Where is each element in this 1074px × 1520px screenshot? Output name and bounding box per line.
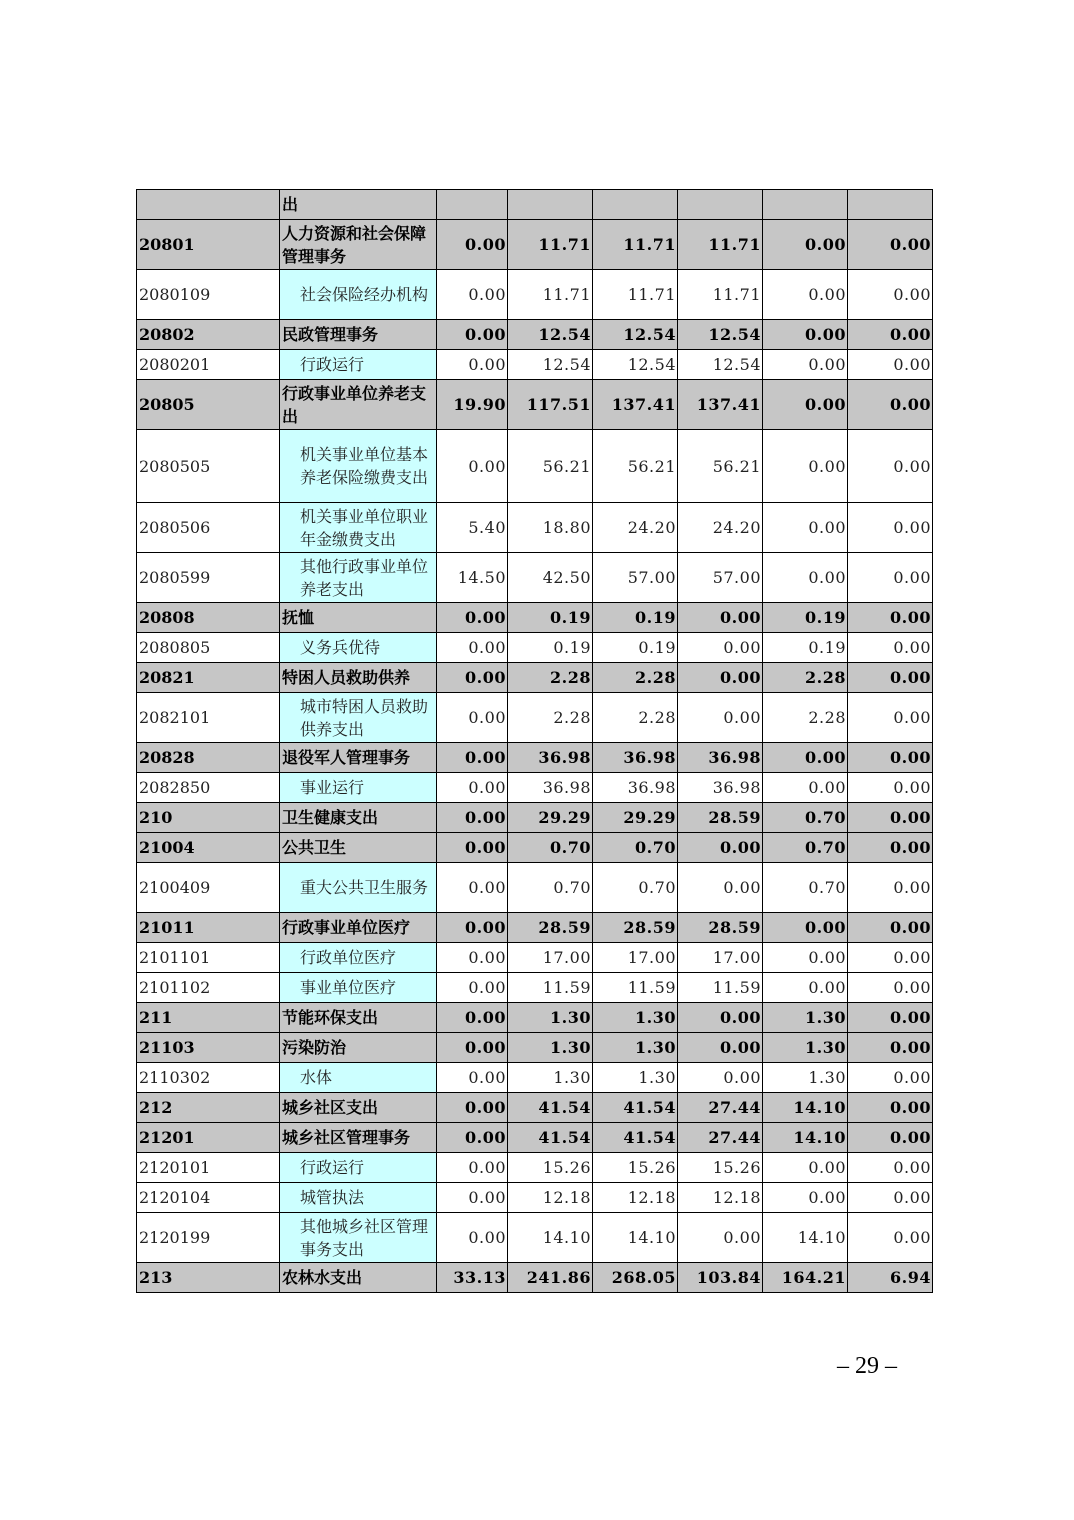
value-cell: 17.00 — [593, 943, 678, 973]
value-cell: 0.00 — [437, 663, 508, 693]
value-cell: 41.54 — [593, 1123, 678, 1153]
value-cell: 0.00 — [848, 270, 933, 320]
value-cell: 268.05 — [593, 1263, 678, 1293]
value-cell: 0.00 — [763, 913, 848, 943]
value-cell: 0.00 — [848, 503, 933, 553]
value-cell: 28.59 — [678, 803, 763, 833]
value-cell: 36.98 — [593, 743, 678, 773]
value-cell: 12.54 — [508, 320, 593, 350]
name-cell: 人力资源和社会保障管理事务 — [280, 220, 437, 270]
category-row — [137, 320, 933, 350]
value-cell: 0.00 — [678, 1063, 763, 1093]
category-row — [137, 1123, 933, 1153]
value-cell: 6.94 — [848, 1263, 933, 1293]
value-cell: 0.00 — [848, 943, 933, 973]
value-cell: 1.30 — [593, 1033, 678, 1063]
value-cell: 0.00 — [848, 863, 933, 913]
value-cell: 0.19 — [508, 603, 593, 633]
value-cell: 0.00 — [848, 603, 933, 633]
continuation-row — [137, 190, 933, 220]
code-cell: 2080506 — [137, 503, 280, 553]
value-cell: 2.28 — [508, 663, 593, 693]
value-cell: 241.86 — [508, 1263, 593, 1293]
value-cell: 11.71 — [593, 220, 678, 270]
value-cell: 28.59 — [593, 913, 678, 943]
continuation-name-cell: 出 — [280, 190, 437, 220]
item-row — [137, 773, 933, 803]
page-number-dash-left: – — [837, 1353, 849, 1379]
value-cell: 0.00 — [763, 773, 848, 803]
value-cell: 0.00 — [848, 320, 933, 350]
item-row — [137, 1213, 933, 1263]
value-cell: 1.30 — [593, 1063, 678, 1093]
value-cell: 12.54 — [593, 350, 678, 380]
name-cell: 污染防治 — [280, 1033, 437, 1063]
value-cell: 0.00 — [848, 553, 933, 603]
name-cell: 节能环保支出 — [280, 1003, 437, 1033]
value-cell: 0.00 — [678, 663, 763, 693]
name-cell: 其他城乡社区管理事务支出 — [280, 1213, 437, 1263]
value-cell: 0.00 — [848, 350, 933, 380]
value-cell: 0.00 — [678, 633, 763, 663]
item-row — [137, 503, 933, 553]
category-row — [137, 833, 933, 863]
value-cell: 0.00 — [848, 430, 933, 503]
value-cell: 0.00 — [763, 943, 848, 973]
name-cell: 城乡社区管理事务 — [280, 1123, 437, 1153]
name-cell: 城管执法 — [280, 1183, 437, 1213]
name-cell: 行政运行 — [280, 350, 437, 380]
code-cell: 2101102 — [137, 973, 280, 1003]
value-cell: 0.00 — [848, 1093, 933, 1123]
code-cell: 2080599 — [137, 553, 280, 603]
code-cell: 213 — [137, 1263, 280, 1293]
value-cell: 0.00 — [848, 633, 933, 663]
item-row — [137, 973, 933, 1003]
value-cell: 0.00 — [437, 1033, 508, 1063]
category-row — [137, 380, 933, 430]
category-row — [137, 1093, 933, 1123]
name-cell: 社会保险经办机构 — [280, 270, 437, 320]
value-cell: 29.29 — [508, 803, 593, 833]
value-cell: 0.00 — [848, 833, 933, 863]
name-cell: 行政运行 — [280, 1153, 437, 1183]
value-cell: 1.30 — [763, 1033, 848, 1063]
value-cell: 1.30 — [508, 1003, 593, 1033]
value-cell: 0.00 — [848, 380, 933, 430]
value-cell: 0.00 — [848, 1213, 933, 1263]
value-cell: 11.59 — [508, 973, 593, 1003]
value-cell: 57.00 — [593, 553, 678, 603]
value-cell: 0.00 — [763, 1183, 848, 1213]
value-cell: 0.70 — [763, 863, 848, 913]
name-cell: 机关事业单位基本养老保险缴费支出 — [280, 430, 437, 503]
code-cell: 2080805 — [137, 633, 280, 663]
item-row — [137, 1063, 933, 1093]
value-cell: 0.70 — [593, 833, 678, 863]
name-cell: 义务兵优待 — [280, 633, 437, 663]
value-cell: 0.00 — [763, 380, 848, 430]
code-cell: 21201 — [137, 1123, 280, 1153]
code-cell: 21103 — [137, 1033, 280, 1063]
value-cell: 12.18 — [593, 1183, 678, 1213]
value-cell: 0.00 — [437, 943, 508, 973]
budget-table — [136, 189, 933, 1293]
code-cell: 2101101 — [137, 943, 280, 973]
value-cell: 0.00 — [437, 270, 508, 320]
empty-cell — [848, 190, 933, 220]
value-cell: 12.54 — [508, 350, 593, 380]
value-cell: 0.00 — [437, 863, 508, 913]
value-cell: 56.21 — [678, 430, 763, 503]
category-row — [137, 1003, 933, 1033]
value-cell: 0.00 — [437, 1183, 508, 1213]
code-cell: 2082850 — [137, 773, 280, 803]
item-row — [137, 1153, 933, 1183]
value-cell: 14.10 — [763, 1093, 848, 1123]
name-cell: 抚恤 — [280, 603, 437, 633]
name-cell: 事业单位医疗 — [280, 973, 437, 1003]
code-cell: 2120104 — [137, 1183, 280, 1213]
code-cell: 210 — [137, 803, 280, 833]
value-cell: 36.98 — [678, 773, 763, 803]
name-cell: 事业运行 — [280, 773, 437, 803]
value-cell: 27.44 — [678, 1093, 763, 1123]
value-cell: 0.00 — [848, 973, 933, 1003]
value-cell: 0.00 — [437, 1123, 508, 1153]
value-cell: 17.00 — [678, 943, 763, 973]
empty-cell — [678, 190, 763, 220]
value-cell: 137.41 — [678, 380, 763, 430]
value-cell: 0.00 — [848, 1153, 933, 1183]
name-cell: 卫生健康支出 — [280, 803, 437, 833]
name-cell: 其他行政事业单位养老支出 — [280, 553, 437, 603]
value-cell: 28.59 — [678, 913, 763, 943]
value-cell: 0.00 — [437, 833, 508, 863]
value-cell: 0.00 — [437, 603, 508, 633]
value-cell: 0.00 — [763, 350, 848, 380]
value-cell: 0.00 — [848, 1123, 933, 1153]
value-cell: 14.50 — [437, 553, 508, 603]
value-cell: 0.19 — [763, 633, 848, 663]
value-cell: 0.00 — [678, 863, 763, 913]
item-row — [137, 1183, 933, 1213]
code-cell: 20808 — [137, 603, 280, 633]
category-row — [137, 1033, 933, 1063]
value-cell: 0.00 — [678, 833, 763, 863]
category-row — [137, 913, 933, 943]
value-cell: 14.10 — [763, 1213, 848, 1263]
value-cell: 28.59 — [508, 913, 593, 943]
value-cell: 117.51 — [508, 380, 593, 430]
name-cell: 城市特困人员救助供养支出 — [280, 693, 437, 743]
value-cell: 42.50 — [508, 553, 593, 603]
value-cell: 0.00 — [437, 1063, 508, 1093]
value-cell: 0.00 — [848, 913, 933, 943]
value-cell: 11.71 — [678, 220, 763, 270]
value-cell: 12.18 — [678, 1183, 763, 1213]
value-cell: 0.00 — [678, 693, 763, 743]
code-cell: 20802 — [137, 320, 280, 350]
value-cell: 57.00 — [678, 553, 763, 603]
value-cell: 36.98 — [593, 773, 678, 803]
value-cell: 0.00 — [763, 1153, 848, 1183]
continuation-code-cell — [137, 190, 280, 220]
value-cell: 41.54 — [508, 1093, 593, 1123]
value-cell: 0.00 — [437, 1093, 508, 1123]
item-row — [137, 270, 933, 320]
item-row — [137, 430, 933, 503]
name-cell: 行政事业单位养老支出 — [280, 380, 437, 430]
value-cell: 0.00 — [437, 320, 508, 350]
category-row — [137, 1263, 933, 1293]
code-cell: 2110302 — [137, 1063, 280, 1093]
code-cell: 2080201 — [137, 350, 280, 380]
value-cell: 0.00 — [437, 913, 508, 943]
value-cell: 41.54 — [593, 1093, 678, 1123]
value-cell: 0.00 — [763, 220, 848, 270]
value-cell: 0.00 — [848, 1033, 933, 1063]
category-row — [137, 663, 933, 693]
value-cell: 11.71 — [593, 270, 678, 320]
value-cell: 0.19 — [593, 633, 678, 663]
value-cell: 2.28 — [763, 663, 848, 693]
value-cell: 0.00 — [848, 743, 933, 773]
value-cell: 11.71 — [508, 220, 593, 270]
value-cell: 0.00 — [437, 773, 508, 803]
value-cell: 15.26 — [508, 1153, 593, 1183]
value-cell: 0.70 — [508, 863, 593, 913]
value-cell: 0.19 — [593, 603, 678, 633]
value-cell: 29.29 — [593, 803, 678, 833]
value-cell: 11.71 — [508, 270, 593, 320]
code-cell: 2120101 — [137, 1153, 280, 1183]
value-cell: 0.00 — [763, 553, 848, 603]
name-cell: 机关事业单位职业年金缴费支出 — [280, 503, 437, 553]
value-cell: 0.00 — [848, 663, 933, 693]
value-cell: 1.30 — [763, 1003, 848, 1033]
value-cell: 11.71 — [678, 270, 763, 320]
value-cell: 0.00 — [848, 1183, 933, 1213]
value-cell: 0.00 — [848, 1003, 933, 1033]
value-cell: 0.00 — [437, 803, 508, 833]
value-cell: 19.90 — [437, 380, 508, 430]
value-cell: 2.28 — [763, 693, 848, 743]
name-cell: 城乡社区支出 — [280, 1093, 437, 1123]
name-cell: 退役军人管理事务 — [280, 743, 437, 773]
name-cell: 水体 — [280, 1063, 437, 1093]
value-cell: 0.00 — [848, 693, 933, 743]
page-number-dash-right: – — [885, 1353, 897, 1379]
category-row — [137, 603, 933, 633]
value-cell: 0.00 — [437, 1153, 508, 1183]
category-row — [137, 803, 933, 833]
value-cell: 12.18 — [508, 1183, 593, 1213]
code-cell: 2100409 — [137, 863, 280, 913]
item-row — [137, 633, 933, 663]
name-cell: 行政单位医疗 — [280, 943, 437, 973]
value-cell: 36.98 — [508, 743, 593, 773]
name-cell: 特困人员救助供养 — [280, 663, 437, 693]
value-cell: 0.00 — [763, 973, 848, 1003]
code-cell: 21011 — [137, 913, 280, 943]
value-cell: 56.21 — [593, 430, 678, 503]
value-cell: 0.00 — [763, 270, 848, 320]
code-cell: 2080505 — [137, 430, 280, 503]
code-cell: 211 — [137, 1003, 280, 1033]
value-cell: 33.13 — [437, 1263, 508, 1293]
value-cell: 0.00 — [437, 430, 508, 503]
name-cell: 行政事业单位医疗 — [280, 913, 437, 943]
value-cell: 0.00 — [763, 430, 848, 503]
value-cell: 1.30 — [593, 1003, 678, 1033]
value-cell: 0.00 — [848, 220, 933, 270]
value-cell: 0.70 — [763, 803, 848, 833]
empty-cell — [593, 190, 678, 220]
code-cell: 2082101 — [137, 693, 280, 743]
value-cell: 0.00 — [848, 773, 933, 803]
value-cell: 1.30 — [508, 1033, 593, 1063]
value-cell: 164.21 — [763, 1263, 848, 1293]
value-cell: 1.30 — [508, 1063, 593, 1093]
value-cell: 24.20 — [678, 503, 763, 553]
value-cell: 0.70 — [508, 833, 593, 863]
value-cell: 0.00 — [848, 803, 933, 833]
page-number — [827, 1348, 907, 1384]
code-cell: 20801 — [137, 220, 280, 270]
value-cell: 0.00 — [437, 743, 508, 773]
category-row — [137, 220, 933, 270]
value-cell: 0.00 — [678, 603, 763, 633]
name-cell: 公共卫生 — [280, 833, 437, 863]
category-row — [137, 743, 933, 773]
code-cell: 20821 — [137, 663, 280, 693]
value-cell: 0.00 — [678, 1003, 763, 1033]
value-cell: 0.00 — [437, 1003, 508, 1033]
value-cell: 0.00 — [763, 743, 848, 773]
empty-cell — [508, 190, 593, 220]
value-cell: 0.70 — [763, 833, 848, 863]
value-cell: 0.00 — [763, 320, 848, 350]
value-cell: 24.20 — [593, 503, 678, 553]
value-cell: 137.41 — [593, 380, 678, 430]
value-cell: 0.00 — [437, 350, 508, 380]
code-cell: 2080109 — [137, 270, 280, 320]
value-cell: 0.00 — [848, 1063, 933, 1093]
value-cell: 2.28 — [593, 663, 678, 693]
value-cell: 0.19 — [508, 633, 593, 663]
value-cell: 56.21 — [508, 430, 593, 503]
value-cell: 0.00 — [763, 503, 848, 553]
item-row — [137, 943, 933, 973]
value-cell: 0.70 — [593, 863, 678, 913]
value-cell: 36.98 — [678, 743, 763, 773]
item-row — [137, 553, 933, 603]
value-cell: 0.00 — [437, 973, 508, 1003]
empty-cell — [437, 190, 508, 220]
value-cell: 103.84 — [678, 1263, 763, 1293]
value-cell: 0.00 — [437, 633, 508, 663]
value-cell: 15.26 — [678, 1153, 763, 1183]
value-cell: 0.00 — [678, 1213, 763, 1263]
value-cell: 0.00 — [437, 220, 508, 270]
name-cell: 民政管理事务 — [280, 320, 437, 350]
value-cell: 11.59 — [678, 973, 763, 1003]
value-cell: 36.98 — [508, 773, 593, 803]
code-cell: 20805 — [137, 380, 280, 430]
value-cell: 0.19 — [763, 603, 848, 633]
value-cell: 2.28 — [508, 693, 593, 743]
value-cell: 14.10 — [763, 1123, 848, 1153]
value-cell: 18.80 — [508, 503, 593, 553]
value-cell: 0.00 — [437, 1213, 508, 1263]
value-cell: 17.00 — [508, 943, 593, 973]
value-cell: 11.59 — [593, 973, 678, 1003]
empty-cell — [763, 190, 848, 220]
table-body — [137, 190, 933, 1293]
code-cell: 21004 — [137, 833, 280, 863]
value-cell: 2.28 — [593, 693, 678, 743]
item-row — [137, 350, 933, 380]
value-cell: 14.10 — [508, 1213, 593, 1263]
item-row — [137, 693, 933, 743]
code-cell: 20828 — [137, 743, 280, 773]
value-cell: 12.54 — [678, 350, 763, 380]
value-cell: 12.54 — [593, 320, 678, 350]
name-cell: 重大公共卫生服务 — [280, 863, 437, 913]
value-cell: 5.40 — [437, 503, 508, 553]
value-cell: 41.54 — [508, 1123, 593, 1153]
value-cell: 0.00 — [437, 693, 508, 743]
value-cell: 14.10 — [593, 1213, 678, 1263]
value-cell: 12.54 — [678, 320, 763, 350]
value-cell: 1.30 — [763, 1063, 848, 1093]
value-cell: 0.00 — [678, 1033, 763, 1063]
value-cell: 27.44 — [678, 1123, 763, 1153]
item-row — [137, 863, 933, 913]
value-cell: 15.26 — [593, 1153, 678, 1183]
code-cell: 212 — [137, 1093, 280, 1123]
name-cell: 农林水支出 — [280, 1263, 437, 1293]
code-cell: 2120199 — [137, 1213, 280, 1263]
page-number-value: 29 — [855, 1353, 879, 1379]
